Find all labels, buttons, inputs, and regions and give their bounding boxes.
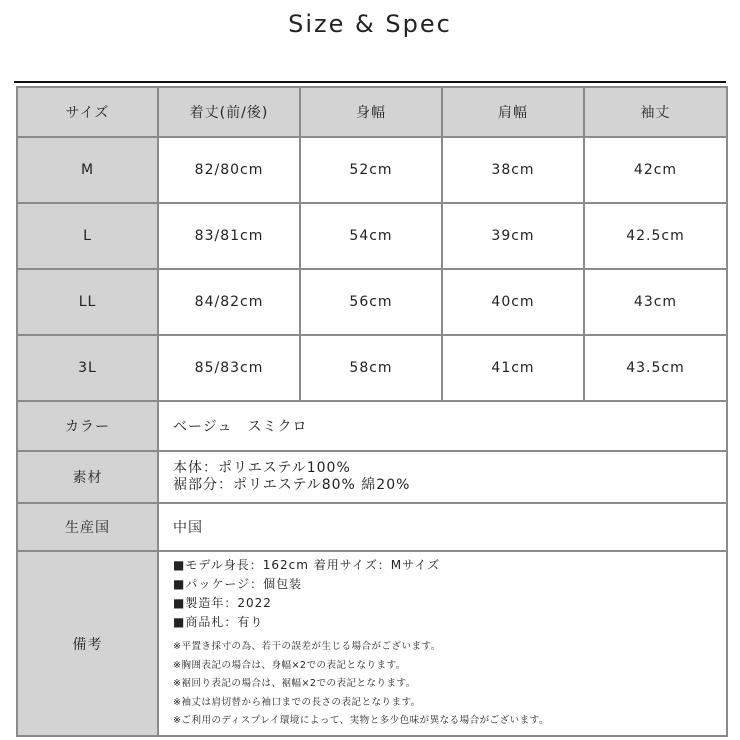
notes-label: 備考 bbox=[17, 551, 158, 736]
size-label: 3L bbox=[17, 335, 158, 401]
note-item: ■商品札：有り bbox=[173, 615, 264, 630]
note-item: ■製造年：2022 bbox=[173, 596, 272, 611]
cell: 82/80cm bbox=[158, 137, 300, 203]
cell: 83/81cm bbox=[158, 203, 300, 269]
disclaimer: ※平置き採寸の為、若干の誤差が生じる場合がございます。 bbox=[173, 641, 441, 653]
header-width: 身幅 bbox=[300, 87, 442, 137]
size-label: LL bbox=[17, 269, 158, 335]
color-row bbox=[17, 401, 727, 451]
table-row bbox=[17, 203, 727, 269]
note-item: ■モデル身長：162cm 着用サイズ：Mサイズ bbox=[173, 558, 441, 573]
origin-label: 生産国 bbox=[17, 503, 158, 551]
cell: 40cm bbox=[442, 269, 584, 335]
cell: 43cm bbox=[584, 269, 727, 335]
origin-row bbox=[17, 503, 727, 551]
page-title: Size & Spec bbox=[288, 10, 452, 38]
cell: 56cm bbox=[300, 269, 442, 335]
color-value: ベージュ スミクロ bbox=[158, 401, 727, 451]
cell: 42.5cm bbox=[584, 203, 727, 269]
title-divider bbox=[14, 81, 726, 83]
cell: 85/83cm bbox=[158, 335, 300, 401]
material-line: 本体：ポリエステル100% bbox=[173, 460, 351, 476]
table-row bbox=[17, 137, 727, 203]
material-line: 裾部分：ポリエステル80% 綿20% bbox=[173, 477, 411, 493]
material-label: 素材 bbox=[17, 451, 158, 503]
material-row bbox=[17, 451, 727, 503]
table-header-row bbox=[17, 87, 727, 137]
cell: 42cm bbox=[584, 137, 727, 203]
color-label: カラー bbox=[17, 401, 158, 451]
origin-value: 中国 bbox=[158, 503, 727, 551]
cell: 58cm bbox=[300, 335, 442, 401]
size-label: L bbox=[17, 203, 158, 269]
disclaimers bbox=[173, 638, 726, 731]
header-length: 着丈(前/後) bbox=[158, 87, 300, 137]
notes-value bbox=[158, 551, 727, 736]
disclaimer: ※袖丈は肩切替から袖口までの長さの表記となります。 bbox=[173, 696, 421, 708]
material-value bbox=[158, 451, 727, 503]
cell: 54cm bbox=[300, 203, 442, 269]
header-shoulder: 肩幅 bbox=[442, 87, 584, 137]
disclaimer: ※裾回り表記の場合は、裾幅×2での表記となります。 bbox=[173, 678, 416, 690]
cell: 41cm bbox=[442, 335, 584, 401]
cell: 38cm bbox=[442, 137, 584, 203]
cell: 43.5cm bbox=[584, 335, 727, 401]
cell: 84/82cm bbox=[158, 269, 300, 335]
disclaimer: ※胸囲表記の場合は、身幅×2での表記となります。 bbox=[173, 659, 406, 671]
size-spec-table bbox=[16, 86, 728, 737]
disclaimer: ※ご利用のディスプレイ環境によって、実物と多少色味が異なる場合がございます。 bbox=[173, 715, 549, 727]
size-label: M bbox=[17, 137, 158, 203]
notes-row bbox=[17, 551, 727, 736]
note-item: ■パッケージ：個包装 bbox=[173, 577, 303, 592]
header-size: サイズ bbox=[17, 87, 158, 137]
table-row bbox=[17, 335, 727, 401]
table-row bbox=[17, 269, 727, 335]
header-sleeve: 袖丈 bbox=[584, 87, 727, 137]
cell: 39cm bbox=[442, 203, 584, 269]
cell: 52cm bbox=[300, 137, 442, 203]
